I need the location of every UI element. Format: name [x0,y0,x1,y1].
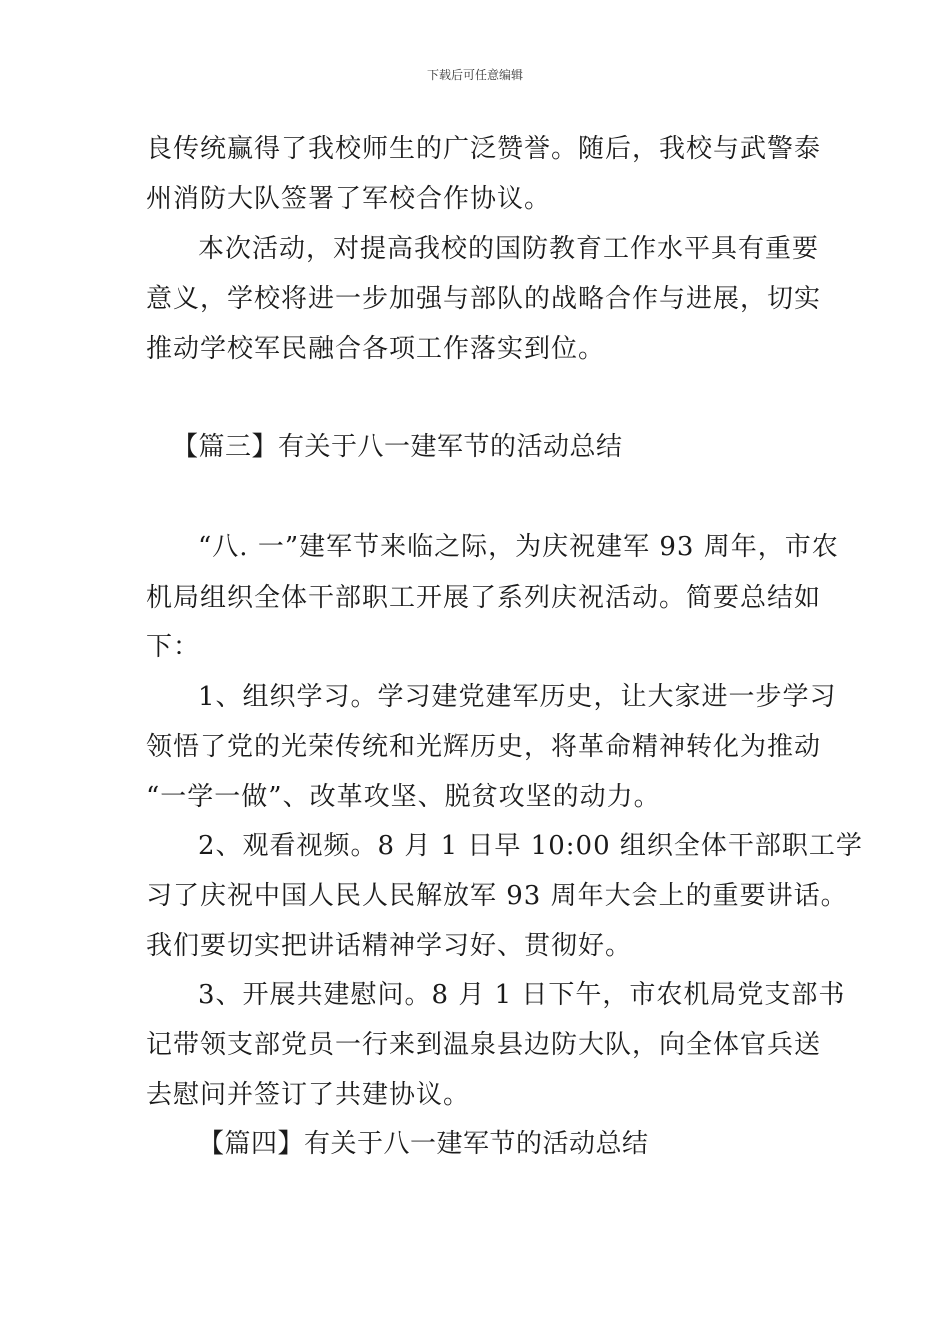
text-line: 习了庆祝中国人民人民解放军 93 周年大会上的重要讲话。 [146,881,848,911]
text-line: 3、开展共建慰问。8 月 1 日下午，市农机局党支部书 [198,980,846,1010]
section-heading: 【篇三】有关于八一建军节的活动总结 [172,432,623,462]
text-line: 记带领支部党员一行来到温泉县边防大队，向全体官兵送 [146,1030,822,1060]
section-heading: 【篇四】有关于八一建军节的活动总结 [198,1129,649,1159]
text-line: 本次活动，对提高我校的国防教育工作水平具有重要 [198,234,820,264]
text-line: “八. 一”建军节来临之际，为庆祝建军 93 周年，市农 [198,532,839,562]
text-line: 意义，学校将进一步加强与部队的战略合作与进展，切实 [146,284,822,314]
text-line: 领悟了党的光荣传统和光辉历史，将革命精神转化为推动 [146,732,822,762]
text-line: 下： [146,632,201,662]
text-line: 去慰问并签订了共建协议。 [146,1080,471,1110]
text-line: 良传统赢得了我校师生的广泛赞誉。随后，我校与武警泰 [146,134,822,164]
text-line: 机局组织全体干部职工开展了系列庆祝活动。简要总结如 [146,583,822,613]
text-line: “一学一做”、改革攻坚、脱贫攻坚的动力。 [146,782,661,812]
page-header-note: 下载后可任意编辑 [426,68,523,82]
text-line: 州消防大队签署了军校合作协议。 [146,184,552,214]
text-line: 我们要切实把讲话精神学习好、贯彻好。 [146,931,633,961]
text-line: 1、组织学习。学习建党建军历史，让大家进一步学习 [198,682,837,712]
text-line: 推动学校军民融合各项工作落实到位。 [146,334,606,364]
text-line: 2、观看视频。8 月 1 日早 10:00 组织全体干部职工学 [198,831,863,861]
